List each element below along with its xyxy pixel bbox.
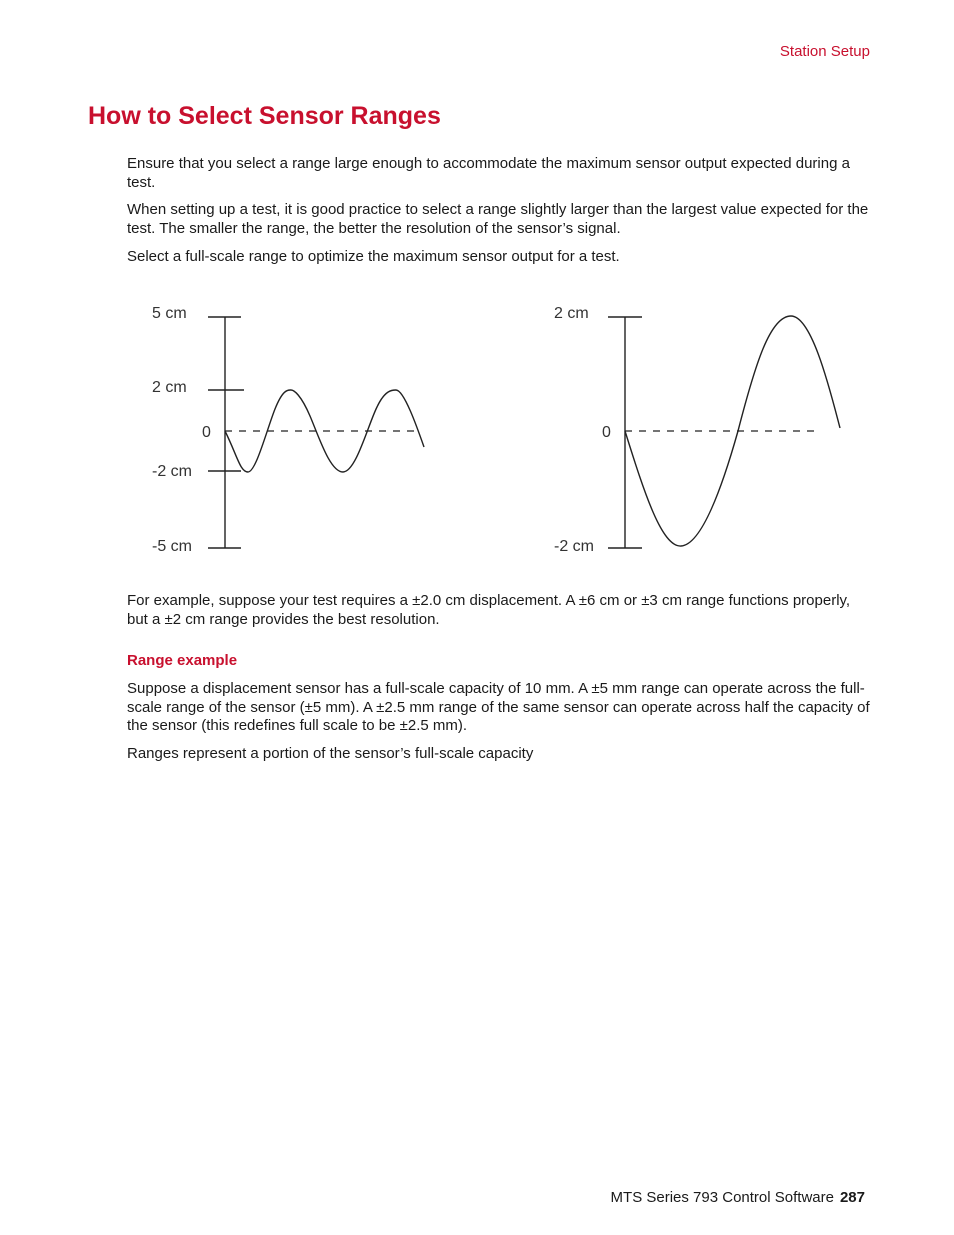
range-diagram-svg <box>140 295 860 565</box>
right-label-neg2cm: -2 cm <box>554 538 594 555</box>
right-label-2cm: 2 cm <box>554 305 589 322</box>
left-label-zero: 0 <box>202 424 211 441</box>
paragraph-1: Ensure that you select a range large enough to accommodate the maximum sensor output expected during a test. <box>127 155 850 191</box>
sensor-range-figure <box>140 295 860 565</box>
paragraph-4: For example, suppose your test requires a ±2.0 cm displacement. A ±6 cm or ±3 cm range functions properly, but a ±2 cm range provides the best resolution. <box>127 592 851 628</box>
left-label-neg5cm: -5 cm <box>152 538 192 555</box>
running-header: Station Setup <box>779 43 870 60</box>
right-range-plot <box>608 316 840 548</box>
paragraph-3: Select a full-scale range to optimize the maximum sensor output for a test. <box>127 248 620 265</box>
paragraph-6: Ranges represent a portion of the sensor’s full-scale capacity <box>127 745 534 762</box>
left-label-neg2cm: -2 cm <box>152 463 192 480</box>
page-title: How to Select Sensor Ranges <box>88 102 441 130</box>
page-footer <box>611 1189 865 1206</box>
left-range-plot <box>208 317 424 548</box>
range-example-heading: Range example <box>127 652 238 669</box>
footer-doc-title: MTS Series 793 Control Software <box>610 1189 834 1206</box>
page-number: 287 <box>839 1189 865 1206</box>
right-label-zero: 0 <box>602 424 611 441</box>
paragraph-5: Suppose a displacement sensor has a full-scale capacity of 10 mm. A ±5 mm range can operate across the full-scale range of the sensor (±5 mm). A ±2.5 mm range of the same sensor can operate across half the capacity of the sensor (this redefines full scale to be ±2.5 mm). <box>127 680 870 734</box>
left-label-5cm: 5 cm <box>152 305 187 322</box>
left-label-2cm: 2 cm <box>152 379 187 396</box>
paragraph-2: When setting up a test, it is good practice to select a range slightly larger than the largest value expected for the test. The smaller the range, the better the resolution of the sensor’s signal. <box>127 201 869 237</box>
